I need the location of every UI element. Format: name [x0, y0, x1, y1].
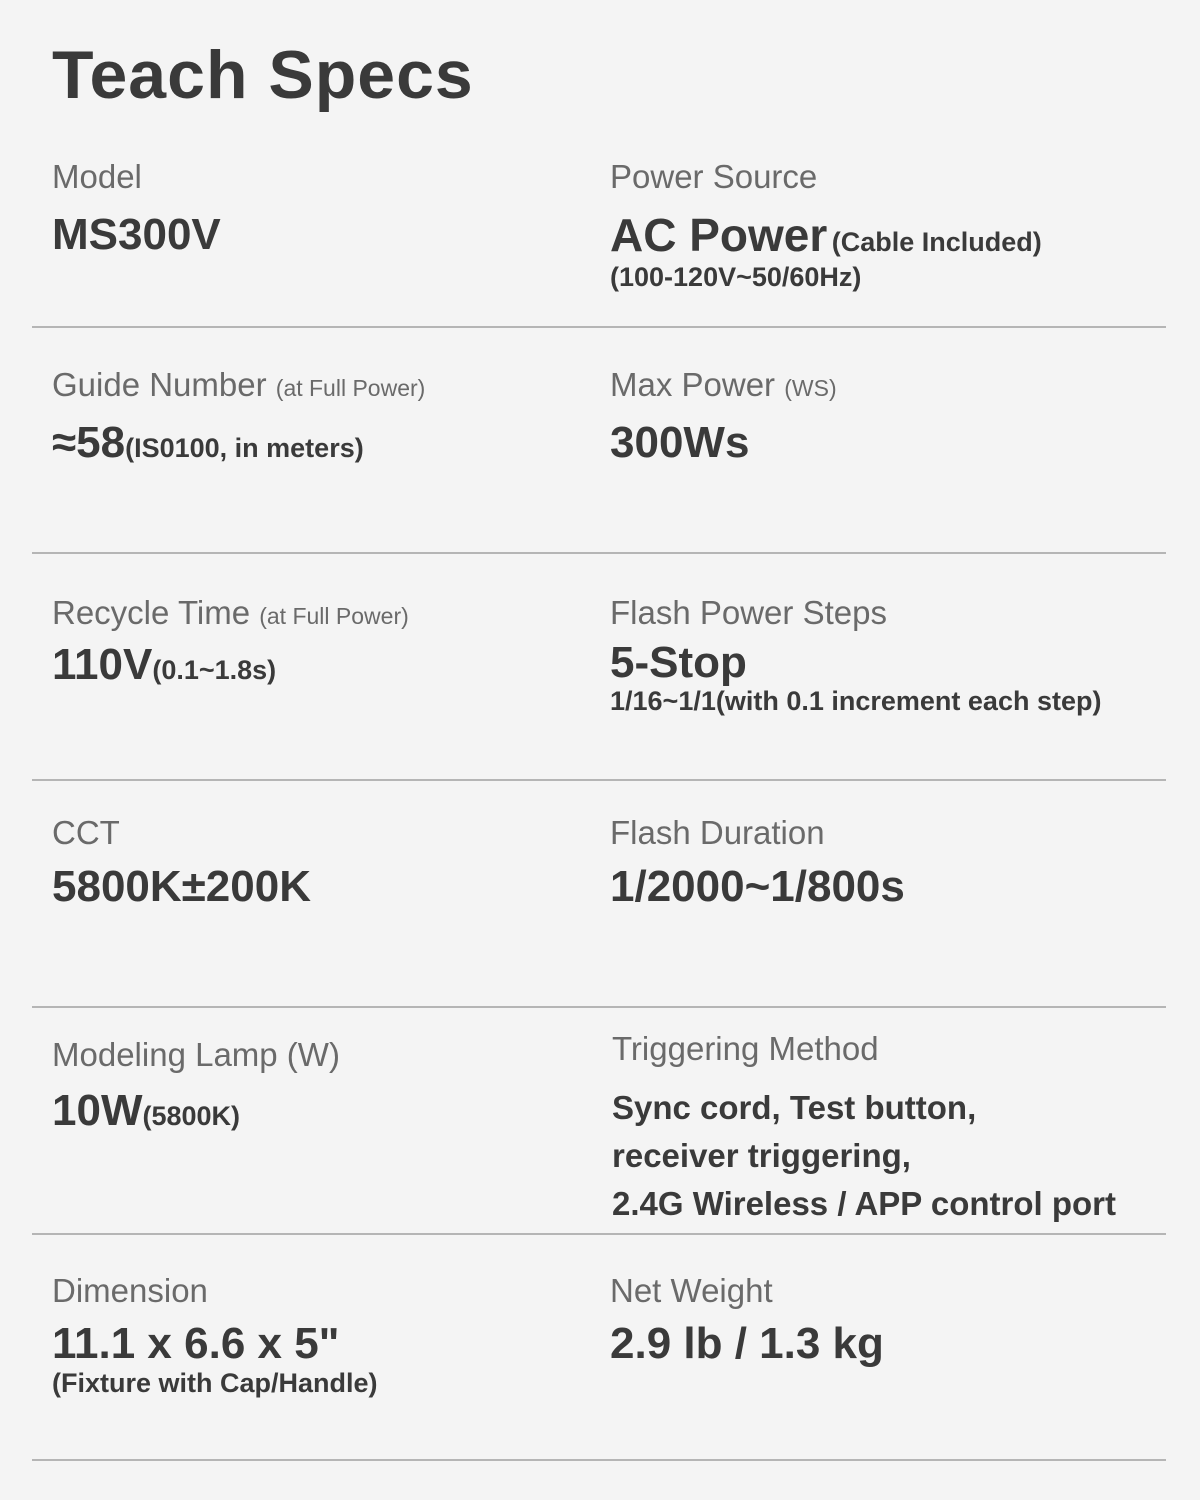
spec-value: 11.1 x 6.6 x 5" — [52, 1319, 340, 1368]
spec-value-line: receiver triggering, — [612, 1137, 911, 1174]
divider — [32, 1459, 1166, 1461]
spec-value: 2.9 lb / 1.3 kg — [610, 1319, 884, 1368]
spec-label-note: (WS) — [784, 375, 837, 401]
spec-recycle-time — [52, 594, 409, 690]
spec-value-note: (Cable Included) — [831, 227, 1042, 257]
spec-value: 5-Stop — [610, 638, 747, 687]
spec-guide-number — [52, 366, 425, 468]
divider — [32, 1233, 1166, 1235]
divider — [32, 1006, 1166, 1008]
spec-value: 10W — [52, 1086, 143, 1135]
spec-model — [52, 158, 221, 260]
spec-label: Power Source — [610, 158, 818, 195]
spec-value: MS300V — [52, 210, 221, 259]
spec-label: Net Weight — [610, 1272, 773, 1309]
spec-net-weight — [610, 1272, 884, 1368]
spec-value: 300Ws — [610, 418, 750, 467]
spec-value: AC Power — [610, 209, 828, 261]
spec-flash-duration — [610, 814, 905, 912]
spec-value: 1/2000~1/800s — [610, 862, 905, 911]
spec-value: 5800K±200K — [52, 862, 311, 911]
spec-label: Recycle Time — [52, 594, 251, 631]
spec-label: Max Power — [610, 366, 776, 403]
divider — [32, 326, 1166, 328]
spec-dimension — [52, 1272, 378, 1399]
spec-label: CCT — [52, 814, 120, 851]
spec-label: Triggering Method — [612, 1030, 879, 1067]
spec-label: Flash Duration — [610, 814, 825, 851]
divider — [32, 552, 1166, 554]
spec-value-lines — [612, 1084, 1116, 1228]
spec-value-note: (5800K) — [142, 1101, 241, 1131]
spec-triggering-method — [612, 1030, 1116, 1228]
spec-label: Model — [52, 158, 142, 195]
spec-sub: (Fixture with Cap/Handle) — [52, 1368, 378, 1398]
spec-value: ≈58 — [52, 418, 126, 467]
spec-modeling-lamp — [52, 1036, 340, 1136]
spec-label-note: (at Full Power) — [259, 603, 409, 629]
spec-label: Dimension — [52, 1272, 208, 1309]
spec-value-note: (IS0100, in meters) — [125, 433, 364, 463]
spec-sub: (100-120V~50/60Hz) — [610, 262, 862, 292]
spec-value: 110V — [52, 640, 153, 689]
spec-value-line: 2.4G Wireless / APP control port — [612, 1185, 1117, 1222]
spec-label: Guide Number — [52, 366, 267, 403]
spec-label: Modeling Lamp (W) — [52, 1036, 340, 1073]
spec-label: Flash Power Steps — [610, 594, 887, 631]
spec-sub: 1/16~1/1(with 0.1 increment each step) — [610, 686, 1102, 716]
spec-flash-power-steps — [610, 594, 1101, 717]
spec-label-note: (at Full Power) — [275, 375, 426, 401]
spec-value-line: Sync cord, Test button, — [612, 1089, 977, 1126]
spec-max-power — [610, 366, 837, 468]
spec-value-note: (0.1~1.8s) — [152, 655, 277, 685]
spec-cct — [52, 814, 311, 912]
divider — [32, 779, 1166, 781]
spec-power-source — [610, 158, 1042, 293]
page-title: Teach Specs — [52, 37, 474, 113]
